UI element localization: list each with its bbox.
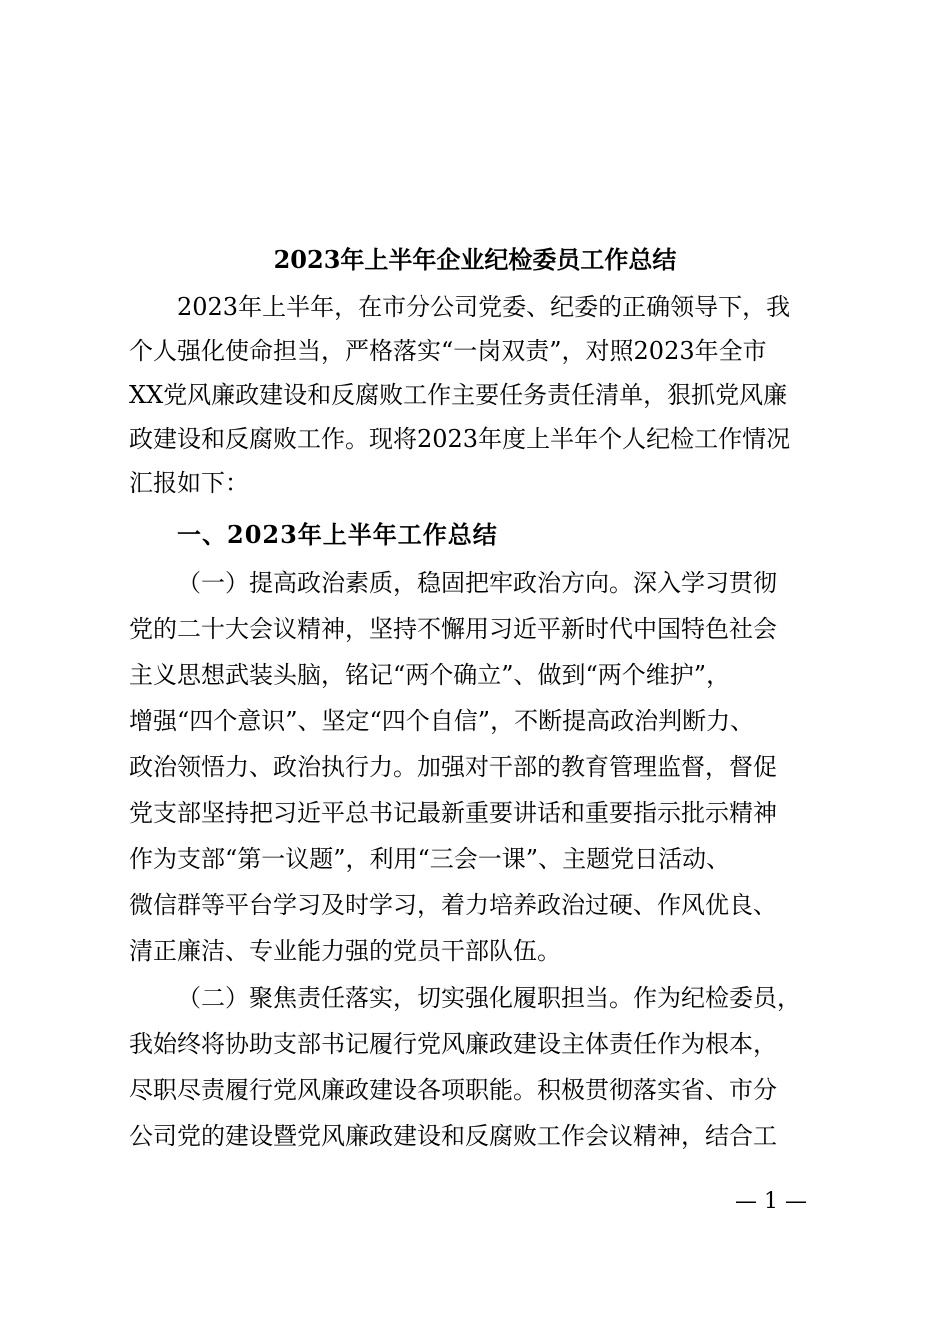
para1-line-4: 增强“四个意识”、坚定“四个自信”，不断提高政治判断力、 [129, 707, 755, 735]
para1-line-9: 清正廉洁、专业能力强的党员干部队伍。 [129, 937, 561, 965]
intro-line-4: 政建设和反腐败工作。现将2023年度上半年个人纪检工作情况 [129, 425, 791, 453]
section-heading: 一、2023年上半年工作总结 [177, 520, 498, 549]
para1-line-7: 作为支部“第一议题”，利用“三会一课”、主题党日活动、 [129, 845, 731, 873]
intro-line-3: XX党风廉政建设和反腐败工作主要任务责任清单，狠抓党风廉 [129, 381, 788, 409]
intro-line-2: 个人强化使命担当，严格落实“一岗双责”，对照2023年全市 [129, 337, 767, 365]
intro-line-1: 2023年上半年，在市分公司党委、纪委的正确领导下，我 [177, 293, 791, 321]
para2-line-4: 公司党的建设暨党风廉政建设和反腐败工作会议精神，结合工 [129, 1122, 777, 1150]
document-title: 2023年上半年企业纪检委员工作总结 [273, 245, 677, 274]
page-number: — 1 — [735, 1189, 807, 1214]
para1-line-3: 主义思想武装头脑，铭记“两个确立”、做到“两个维护”， [129, 661, 731, 689]
para1-line-1: （一）提高政治素质，稳固把牢政治方向。深入学习贯彻 [177, 569, 777, 597]
para2-line-3: 尽职尽责履行党风廉政建设各项职能。积极贯彻落实省、市分 [129, 1076, 777, 1104]
para2-line-2: 我始终将协助支部书记履行党风廉政建设主体责任作为根本， [129, 1030, 777, 1058]
para1-line-8: 微信群等平台学习及时学习，着力培养政治过硬、作风优良、 [129, 891, 777, 919]
para1-line-2: 党的二十大会议精神，坚持不懈用习近平新时代中国特色社会 [129, 615, 777, 643]
para1-line-6: 党支部坚持把习近平总书记最新重要讲话和重要指示批示精神 [129, 799, 777, 827]
para2-line-1: （二）聚焦责任落实，切实强化履职担当。作为纪检委员， [177, 984, 801, 1012]
para1-line-5: 政治领悟力、政治执行力。加强对干部的教育管理监督，督促 [129, 753, 777, 781]
intro-line-5: 汇报如下： [129, 469, 249, 497]
